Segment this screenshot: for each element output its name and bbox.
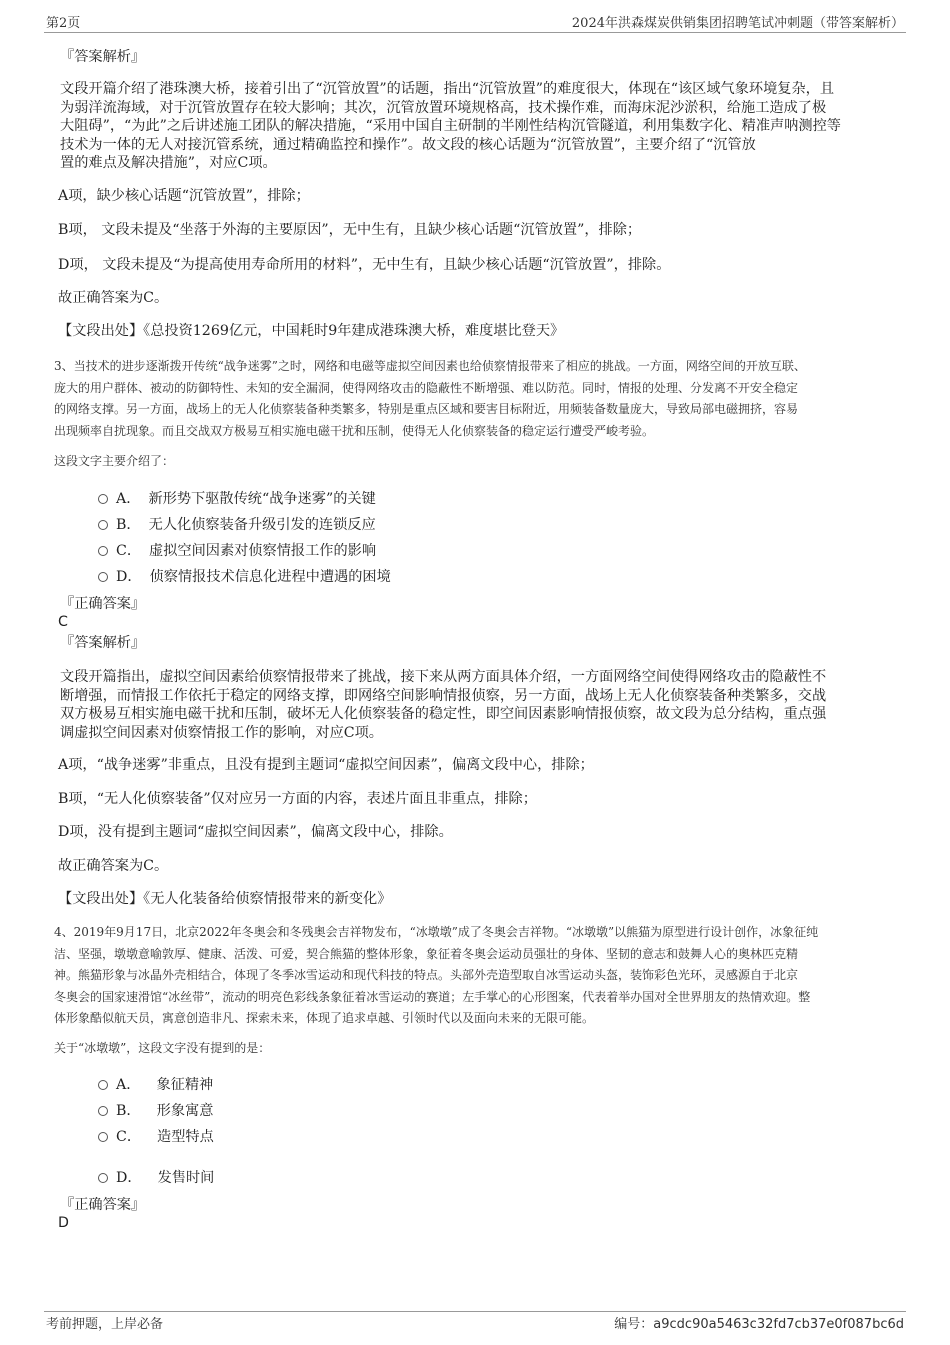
q3-passage bbox=[54, 356, 904, 442]
q2-item-a: A项，缺少核心话题“沉管放置”，排除； bbox=[58, 188, 310, 204]
q3-option-b[interactable] bbox=[98, 514, 376, 534]
q3-analysis-line: 断增强，而情报工作依托于稳定的网络支撑，即网络空间影响情报侦察，另一方面，战场上无人化侦察装备种类繁多，交战 bbox=[60, 687, 827, 704]
q4-option-a[interactable] bbox=[98, 1074, 213, 1094]
q4-passage-line: 冬奥会的国家速滑馆“冰丝带”，流动的明亮色彩线条象征着冰雪运动的赛道；左手掌心的心形图案，代表着举办国对全世界朋友的热情欢迎。整 bbox=[54, 989, 811, 1004]
q2-analysis-line: 文段开篇介绍了港珠澳大桥，接着引出了“沉管放置”的话题，指出“沉管放置”的难度很大，体现在“该区域气象环境复杂，且 bbox=[60, 81, 835, 97]
q3-passage-line: 的网络支撑。另一方面，战场上的无人化侦察装备种类繁多，特别是重点区域和要害目标附近，用频装备数量庞大，导致局部电磁拥挤，容易 bbox=[54, 402, 799, 416]
q3-option-a[interactable] bbox=[98, 488, 376, 508]
q4-option-d[interactable] bbox=[98, 1167, 214, 1187]
q3-answer-label: 『正确答案』 bbox=[60, 596, 146, 612]
q2-analysis-line: 置的难点及解决措施”，对应C项。 bbox=[60, 155, 277, 171]
radio-icon[interactable] bbox=[98, 572, 108, 582]
q2-analysis-line: 技术为一体的无人对接沉管系统，通过精确监控和操作”。故文段的核心话题为“沉管放置”，主要介绍了“沉管放 bbox=[60, 136, 756, 153]
q2-analysis-label: 『答案解析』 bbox=[60, 49, 146, 65]
option-text: 发售时间 bbox=[157, 1170, 215, 1186]
radio-icon[interactable] bbox=[98, 546, 108, 556]
q2-analysis-text bbox=[60, 80, 900, 173]
q4-option-b[interactable] bbox=[98, 1100, 213, 1120]
q2-analysis-line: 为弱洋流海域，对于沉管放置存在较大影响；其次，沉管放置环境规格高，技术操作难，而海床泥沙淤积，给施工造成了极 bbox=[60, 99, 827, 116]
radio-icon[interactable] bbox=[98, 494, 108, 504]
option-label: C． bbox=[116, 543, 142, 559]
option-text: 无人化侦察装备升级引发的连锁反应 bbox=[148, 517, 376, 533]
q4-passage-line: 洁、坚强，墩墩意喻敦厚、健康、活泼、可爱，契合熊猫的整体形象，象征着冬奥会运动员强壮的身体、坚韧的意志和鼓舞人心的奥林匹克精 bbox=[54, 946, 799, 961]
option-label: D． bbox=[116, 569, 142, 585]
footer-slogan: 考前押题，上岸必备 bbox=[46, 1317, 164, 1332]
option-text: 侦察情报技术信息化进程中遭遇的困境 bbox=[149, 569, 391, 585]
radio-icon[interactable] bbox=[98, 1132, 108, 1142]
radio-icon[interactable] bbox=[98, 1173, 108, 1183]
q3-item-a: A项，“战争迷雾”非重点，且没有提到主题词“虚拟空间因素”，偏离文段中心，排除； bbox=[58, 757, 594, 773]
q2-analysis-line: 大阻碍”，“为此”之后讲述施工团队的解决措施，“采用中国自主研制的半刚性结构沉管隧道，利用集数字化、精准声呐测控等 bbox=[60, 118, 841, 134]
header-divider bbox=[44, 32, 906, 33]
q2-source: 【文段出处】《总投资1269亿元，中国耗时9年建成港珠澳大桥，难度堪比登天》 bbox=[58, 323, 565, 339]
footer-code-label: 编号： bbox=[614, 1317, 654, 1332]
option-label: A． bbox=[116, 1077, 141, 1093]
option-text: 虚拟空间因素对侦察情报工作的影响 bbox=[149, 543, 377, 559]
q4-passage bbox=[54, 922, 904, 1030]
q4-passage-line: 体形象酷似航天员，寓意创造非凡、探索未来，体现了追求卓越、引领时代以及面向未来的无限可能。 bbox=[54, 1011, 595, 1025]
footer-code bbox=[614, 1313, 904, 1332]
q3-analysis-text bbox=[60, 668, 900, 742]
q4-option-c[interactable] bbox=[98, 1126, 214, 1146]
option-text: 新形势下驱散传统“战争迷雾”的关键 bbox=[148, 491, 376, 507]
q3-answer: C bbox=[58, 614, 68, 630]
option-label: C． bbox=[116, 1129, 142, 1145]
q4-answer: D bbox=[58, 1215, 69, 1231]
option-label: B． bbox=[116, 517, 141, 533]
q4-question: 关于“冰墩墩”，这段文字没有提到的是： bbox=[54, 1041, 271, 1055]
q3-analysis-line: 文段开篇指出，虚拟空间因素给侦察情报带来了挑战，接下来从两方面具体介绍，一方面网络空间使得网络攻击的隐蔽性不 bbox=[60, 669, 827, 685]
q2-item-b: B项， 文段未提及“坐落于外海的主要原因”，无中生有，且缺少核心话题“沉管放置”，排除； bbox=[58, 222, 642, 238]
q3-analysis-label: 『答案解析』 bbox=[60, 635, 146, 651]
q3-passage-line: 庞大的用户群体、被动的防御特性、未知的安全漏洞，使得网络攻击的隐蔽性不断增强、难以防范。同时，情报的处理、分发离不开安全稳定 bbox=[54, 380, 799, 395]
q3-option-c[interactable] bbox=[98, 540, 376, 560]
q3-question: 这段文字主要介绍了： bbox=[54, 454, 175, 468]
q4-passage-line: 神。熊猫形象与冰晶外壳相结合，体现了冬季冰雪运动和现代科技的特点。头部外壳造型取自冰雪运动头盔，装饰彩色光环，灵感源自于北京 bbox=[54, 968, 799, 982]
q3-item-b: B项，“无人化侦察装备”仅对应另一方面的内容，表述片面且非重点，排除； bbox=[58, 791, 537, 807]
q3-passage-line: 出现频率自扰现象。而且交战双方极易互相实施电磁干扰和压制，使得无人化侦察装备的稳定运行遭受严峻考验。 bbox=[54, 423, 655, 438]
q2-item-d: D项， 文段未提及“为提高使用寿命所用的材料”，无中生有，且缺少核心话题“沉管放置”，排除。 bbox=[58, 257, 671, 273]
q2-conclusion: 故正确答案为C。 bbox=[58, 290, 169, 306]
radio-icon[interactable] bbox=[98, 1106, 108, 1116]
footer-divider bbox=[44, 1311, 906, 1312]
q3-passage-line: 3、当技术的进步逐渐拨开传统“战争迷雾”之时，网络和电磁等虚拟空间因素也给侦察情报带来了相应的挑战。一方面，网络空间的开放互联、 bbox=[54, 359, 806, 373]
option-text: 象征精神 bbox=[156, 1077, 214, 1093]
q3-analysis-line: 调虚拟空间因素对侦察情报工作的影响，对应C项。 bbox=[60, 724, 383, 741]
footer-code-value: a9cdc90a5463c32fd7cb37e0f087bc6d bbox=[653, 1317, 904, 1332]
radio-icon[interactable] bbox=[98, 520, 108, 530]
q3-analysis-line: 双方极易互相实施电磁干扰和压制，破坏无人化侦察装备的稳定性，即空间因素影响情报侦察，故文段为总分结构，重点强 bbox=[60, 706, 827, 722]
option-text: 造型特点 bbox=[157, 1129, 214, 1145]
option-text: 形象寓意 bbox=[156, 1103, 214, 1119]
q3-option-d[interactable] bbox=[98, 566, 391, 586]
q4-passage-line: 4、2019年9月17日，北京2022年冬奥会和冬残奥会吉祥物发布，“冰墩墩”成了冬奥会吉祥物。“冰墩墩”以熊猫为原型进行设计创作，冰象征纯 bbox=[54, 925, 819, 939]
document-title: 2024年洪森煤炭供销集团招聘笔试冲刺题（带答案解析） bbox=[571, 16, 904, 31]
q4-answer-label: 『正确答案』 bbox=[60, 1197, 146, 1213]
q3-item-d: D项，没有提到主题词“虚拟空间因素”，偏离文段中心，排除。 bbox=[58, 824, 453, 840]
q3-source: 【文段出处】《无人化装备给侦察情报带来的新变化》 bbox=[58, 891, 392, 907]
option-label: A． bbox=[116, 491, 141, 507]
q3-conclusion: 故正确答案为C。 bbox=[58, 858, 169, 874]
page-number: 第2页 bbox=[46, 16, 81, 31]
radio-icon[interactable] bbox=[98, 1080, 108, 1090]
option-label: B． bbox=[116, 1103, 141, 1119]
option-label: D． bbox=[116, 1170, 142, 1186]
